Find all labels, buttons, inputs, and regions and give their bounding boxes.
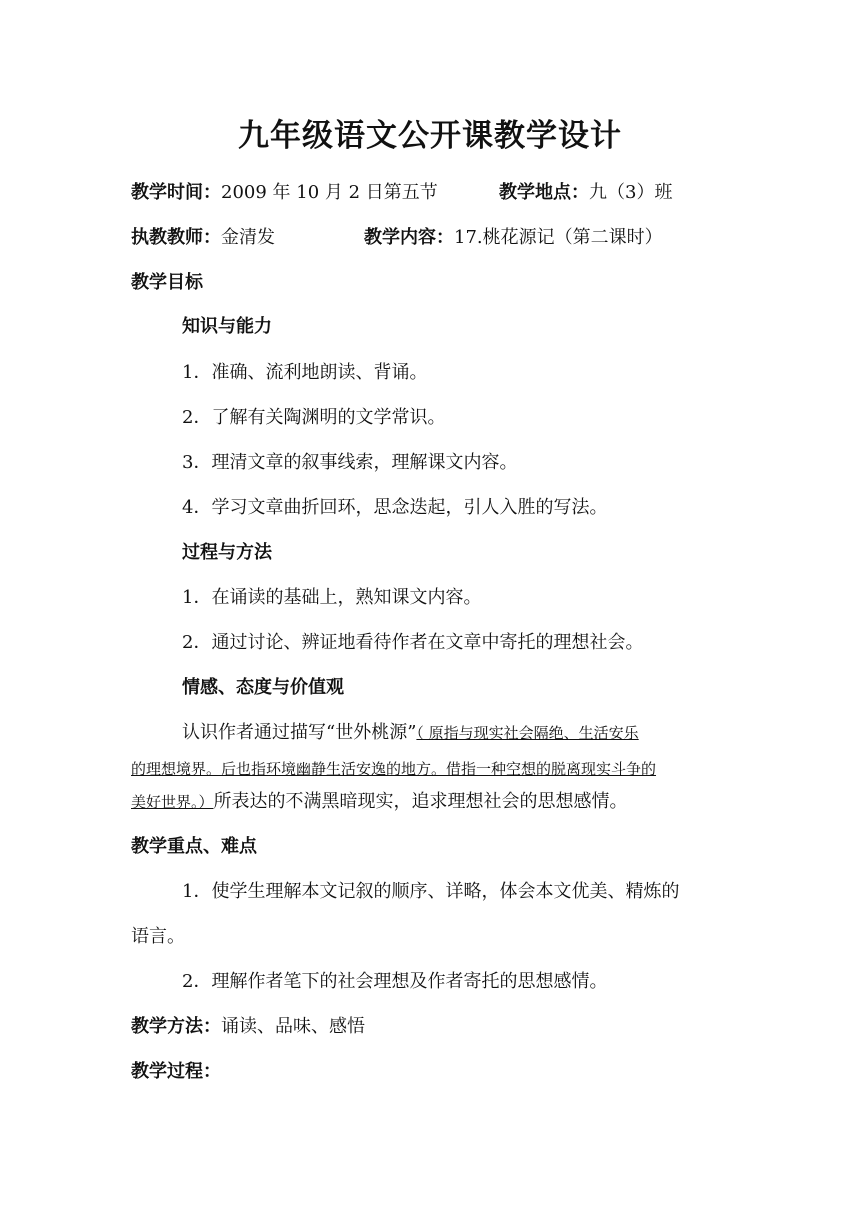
emotion-line-2 xyxy=(131,757,656,781)
knowledge-item: 2．了解有关陶渊明的文学常识。 xyxy=(182,407,446,428)
place-label: 教学地点： xyxy=(499,182,589,203)
emotion-heading: 情感、态度与价值观 xyxy=(182,677,344,698)
emotion-line-1 xyxy=(182,721,639,745)
teacher-label: 执教教师： xyxy=(131,227,221,248)
emotion-line-3 xyxy=(131,790,628,814)
info-teacher xyxy=(131,226,275,250)
emotion-note-3: 美好世界。） xyxy=(131,793,214,811)
method-value: 诵读、品味、感悟 xyxy=(221,1016,365,1037)
knowledge-heading: 知识与能力 xyxy=(182,316,272,337)
key-point-2: 2．理解作者笔下的社会理想及作者寄托的思想感情。 xyxy=(182,971,608,992)
teaching-process-heading: 教学过程： xyxy=(131,1061,221,1082)
method-line xyxy=(131,1015,365,1039)
content-value: 17.桃花源记（第二课时） xyxy=(454,227,663,248)
info-content xyxy=(364,226,663,250)
method-label: 教学方法： xyxy=(131,1016,221,1037)
emotion-note-2: 的理想境界。后也指环境幽静生活安逸的地方。借指一种空想的脱离现实斗争的 xyxy=(131,760,657,778)
knowledge-item: 4．学习文章曲折回环，思念迭起，引人入胜的写法。 xyxy=(182,497,608,518)
page-title: 九年级语文公开课教学设计 xyxy=(238,118,622,154)
goals-heading: 教学目标 xyxy=(131,272,203,293)
place-value: 九（3）班 xyxy=(589,182,673,203)
emotion-text-1: 认识作者通过描写“世外桃源” xyxy=(182,722,417,743)
process-item: 1．在诵读的基础上，熟知课文内容。 xyxy=(182,587,482,608)
emotion-note-1: （ 原指与现实社会隔绝、生活安乐 xyxy=(416,724,639,742)
knowledge-item: 3．理清文章的叙事线索，理解课文内容。 xyxy=(182,452,518,473)
content-label: 教学内容： xyxy=(364,227,454,248)
process-item: 2．通过讨论、辨证地看待作者在文章中寄托的理想社会。 xyxy=(182,632,644,653)
time-label: 教学时间： xyxy=(131,182,221,203)
info-line-time-place xyxy=(131,181,438,205)
time-value: 2009 年 10 月 2 日第五节 xyxy=(221,182,438,203)
key-points-heading: 教学重点、难点 xyxy=(131,836,257,857)
key-point-1-line-2: 语言。 xyxy=(131,926,185,947)
process-method-heading: 过程与方法 xyxy=(182,542,272,563)
teacher-value: 金清发 xyxy=(221,227,275,248)
key-point-1-line-1: 1．使学生理解本文记叙的顺序、详略，体会本文优美、精炼的 xyxy=(182,881,680,902)
knowledge-item: 1．准确、流利地朗读、背诵。 xyxy=(182,362,428,383)
info-place xyxy=(499,181,672,205)
emotion-text-3: 所表达的不满黑暗现实，追求理想社会的思想感情。 xyxy=(213,791,628,812)
